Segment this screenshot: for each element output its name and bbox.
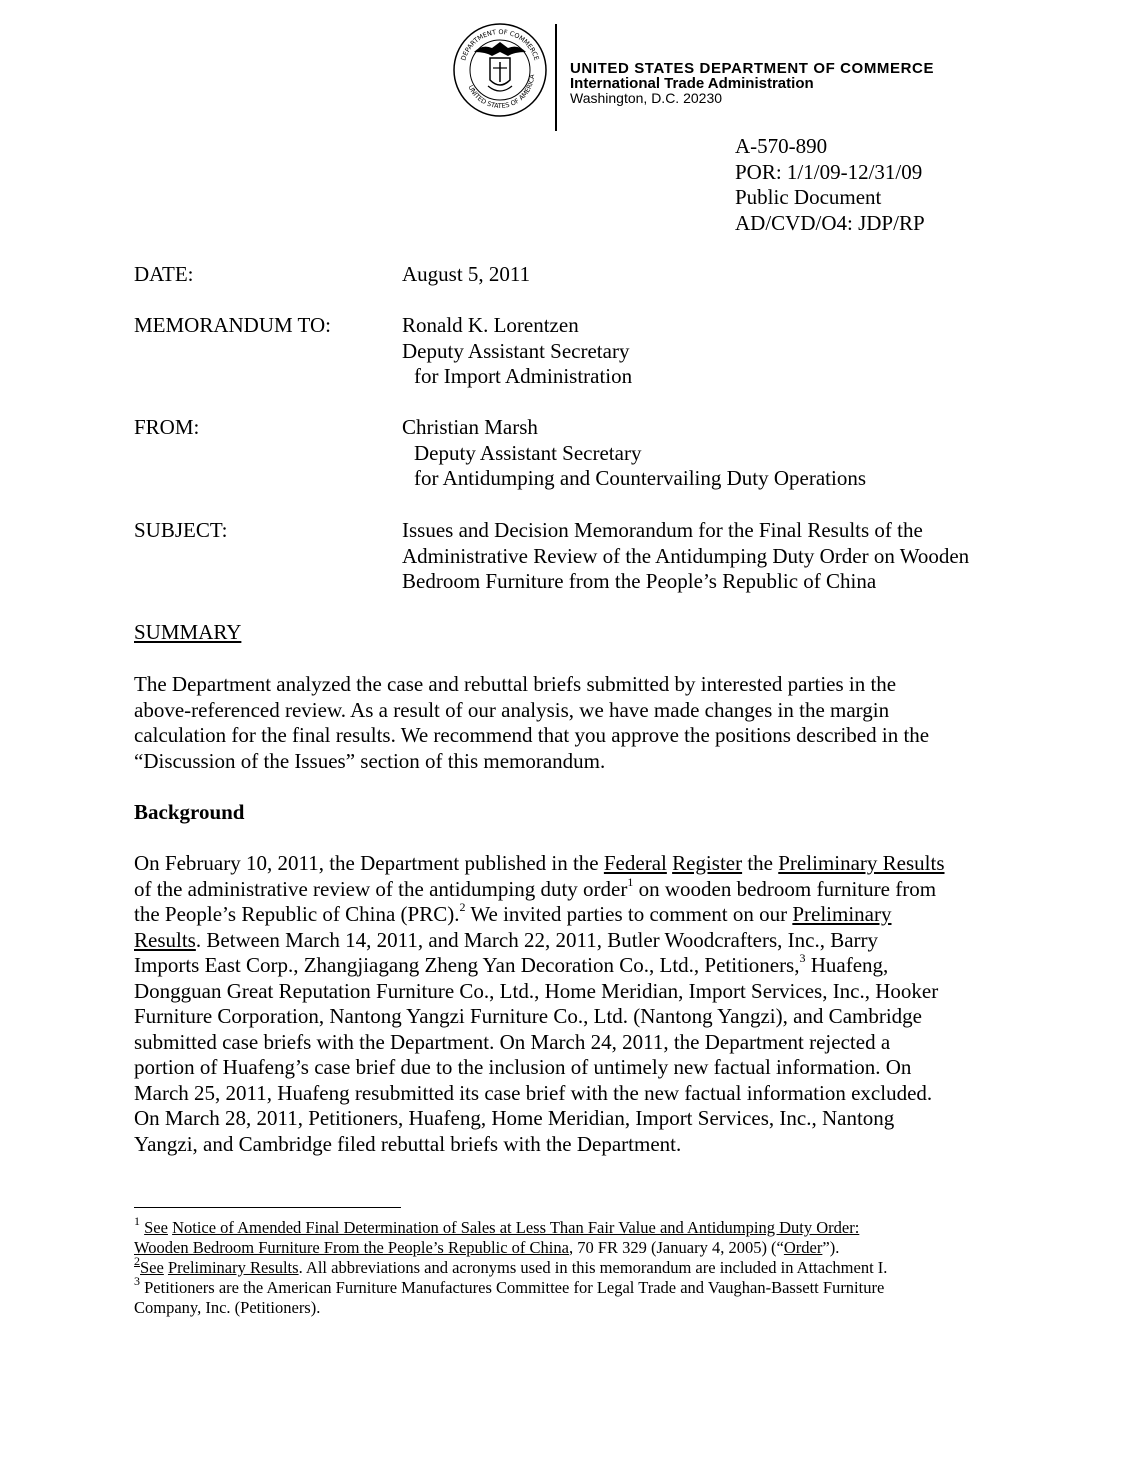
- background-line: of the administrative review of the antidumping duty order$^1$ on wooden bedroom furniture from: [134, 874, 937, 901]
- footnote-ref-3[interactable]: 3: [799, 951, 806, 965]
- footnotes: [134, 1213, 1014, 1318]
- to-name: Ronald K. Lorentzen: [402, 313, 579, 337]
- summary-line: above-referenced review. As a result of our analysis, we have made changes in the margin: [134, 697, 890, 722]
- to-block: [402, 313, 632, 390]
- background-line: Dongguan Great Reputation Furniture Co., Ltd., Home Meridian, Import Services, Inc., Hooker: [134, 978, 939, 1003]
- to-title: Deputy Assistant Secretary: [402, 338, 630, 363]
- background-line: Results. Between March 14, 2011, and March 22, 2011, Butler Woodcrafters, Inc., Barry: [134, 927, 879, 952]
- document-type: Public Document: [735, 185, 882, 209]
- to-title-2: for Import Administration: [414, 364, 633, 388]
- case-number: A-570-890: [735, 134, 828, 158]
- subject-line: Administrative Review of the Antidumping Duty Order on Wooden: [402, 543, 970, 568]
- summary-line: “Discussion of the Issues” section of this memorandum.: [134, 748, 606, 773]
- office-code: AD/CVD/O4: JDP/RP: [735, 210, 925, 235]
- svg-text:DEPARTMENT OF COMMERCE: DEPARTMENT OF COMMERCE: [459, 27, 541, 62]
- preliminary-results-link: Preliminary Results: [778, 851, 945, 875]
- summary-line: The Department analyzed the case and rebuttal briefs submitted by interested parties in the: [134, 672, 897, 696]
- date-value: August 5, 2011: [402, 262, 531, 286]
- footnote-separator: [134, 1207, 401, 1208]
- to-label: MEMORANDUM TO:: [134, 313, 331, 337]
- period-of-review: POR: 1/1/09-12/31/09: [735, 159, 923, 184]
- background-line: the People’s Republic of China (PRC).$^2$ We invited parties to comment on our Preliminary: [134, 900, 892, 926]
- footnote-1: $^1$ See Notice of Amended Final Determination of Sales at Less Than Fair Value and Antidumping Duty Order:: [134, 1213, 860, 1237]
- background-paragraph: [134, 851, 1014, 1157]
- background-line: March 25, 2011, Huafeng resubmitted its case brief with the new factual information excluded.: [134, 1080, 933, 1105]
- agency-name: International Trade Administration: [570, 75, 814, 92]
- footnote-1-cont: Wooden Bedroom Furniture From the People’s Republic of China, 70 FR 329 (January 4, 2005) (“Order”).: [134, 1238, 840, 1257]
- commerce-seal-icon: [452, 22, 548, 118]
- org-name: UNITED STATES DEPARTMENT OF COMMERCE: [570, 60, 935, 77]
- background-line: portion of Huafeng’s case brief due to the inclusion of untimely new factual information. On: [134, 1055, 912, 1079]
- reference-block: [735, 134, 925, 236]
- subject-line: Issues and Decision Memorandum for the Final Results of the: [402, 518, 923, 542]
- background-line: Yangzi, and Cambridge filed rebuttal briefs with the Department.: [134, 1131, 682, 1156]
- letterhead-org-block: [570, 61, 934, 106]
- org-address: Washington, D.C. 20230: [570, 90, 723, 106]
- footnote-ref-2[interactable]: 2: [459, 900, 466, 914]
- from-title: Deputy Assistant Secretary: [414, 440, 642, 465]
- subject-block: [402, 518, 969, 595]
- date-label: DATE:: [134, 262, 194, 286]
- subject-line: Bedroom Furniture from the People’s Republic of China: [402, 569, 877, 593]
- background-line: submitted case briefs with the Department. On March 24, 2011, the Department rejected a: [134, 1029, 891, 1054]
- footnote-3-cont: Company, Inc. (Petitioners).: [134, 1298, 321, 1317]
- background-line: On February 10, 2011, the Department published in the Federal Register the Preliminary Results: [134, 851, 945, 875]
- footnote-2: $^2$See Preliminary Results. All abbreviations and acronyms used in this memorandum are included in Attachment I.: [134, 1253, 888, 1277]
- from-title-2: for Antidumping and Countervailing Duty Operations: [414, 466, 867, 490]
- from-block: [402, 415, 866, 492]
- letterhead-divider: [555, 24, 557, 131]
- federal-register-link: Federal: [603, 851, 667, 875]
- from-label: FROM:: [134, 415, 200, 439]
- footnote-ref-1[interactable]: 1: [627, 874, 634, 889]
- background-heading: Background: [134, 800, 245, 824]
- summary-paragraph: [134, 672, 1014, 774]
- background-line: On March 28, 2011, Petitioners, Huafeng, Home Meridian, Import Services, Inc., Nantong: [134, 1106, 895, 1130]
- subject-label: SUBJECT:: [134, 518, 228, 542]
- summary-line: calculation for the final results. We recommend that you approve the positions described in the: [134, 723, 930, 747]
- svg-text:UNITED STATES OF AMERICA: UNITED STATES OF AMERICA: [466, 74, 537, 110]
- footnote-3: $^3$ Petitioners are the American Furniture Manufactures Committee for Legal Trade and Vaughan-Bassett Furniture: [134, 1273, 885, 1297]
- from-name: Christian Marsh: [402, 415, 538, 439]
- summary-heading: SUMMARY: [134, 620, 242, 644]
- background-line: Imports East Corp., Zhangjiagang Zheng Yan Decoration Co., Ltd., Petitioners,$^3$ Huafeng,: [134, 951, 889, 977]
- background-line: Furniture Corporation, Nantong Yangzi Furniture Co., Ltd. (Nantong Yangzi), and Cambridge: [134, 1004, 922, 1028]
